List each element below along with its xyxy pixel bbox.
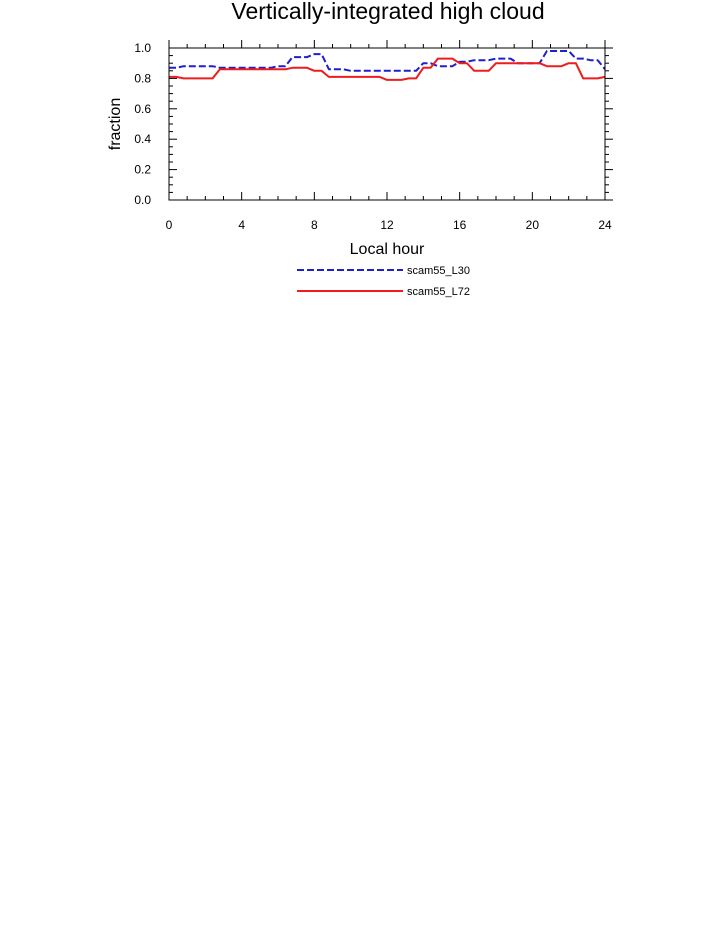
x-tick-label: 24 bbox=[598, 218, 612, 232]
x-tick-label: 20 bbox=[525, 218, 540, 232]
series-line-scam55_L30 bbox=[169, 51, 605, 71]
legend bbox=[297, 265, 470, 298]
legend-label-scam55_L30: scam55_L30 bbox=[407, 265, 470, 277]
tick-labels bbox=[134, 41, 612, 232]
x-tick-label: 12 bbox=[380, 218, 394, 232]
series-lines bbox=[169, 51, 605, 80]
y-tick-label: 0.2 bbox=[134, 162, 151, 177]
y-axis-label: fraction bbox=[107, 97, 124, 151]
y-tick-label: 0.6 bbox=[134, 101, 151, 116]
x-tick-label: 4 bbox=[238, 218, 246, 232]
x-tick-label: 16 bbox=[452, 218, 467, 232]
x-axis-label: Local hour bbox=[349, 241, 425, 258]
y-tick-label: 0.8 bbox=[134, 71, 151, 86]
chart-title: Vertically-integrated high cloud bbox=[231, 0, 545, 24]
y-tick-label: 0.0 bbox=[134, 193, 151, 207]
y-tick-label: 1.0 bbox=[134, 41, 151, 55]
y-tick-label: 0.4 bbox=[134, 132, 151, 147]
tick-marks bbox=[169, 40, 613, 200]
x-tick-label: 8 bbox=[310, 218, 318, 232]
x-tick-label: 0 bbox=[165, 218, 173, 232]
legend-label-scam55_L72: scam55_L72 bbox=[407, 286, 470, 298]
